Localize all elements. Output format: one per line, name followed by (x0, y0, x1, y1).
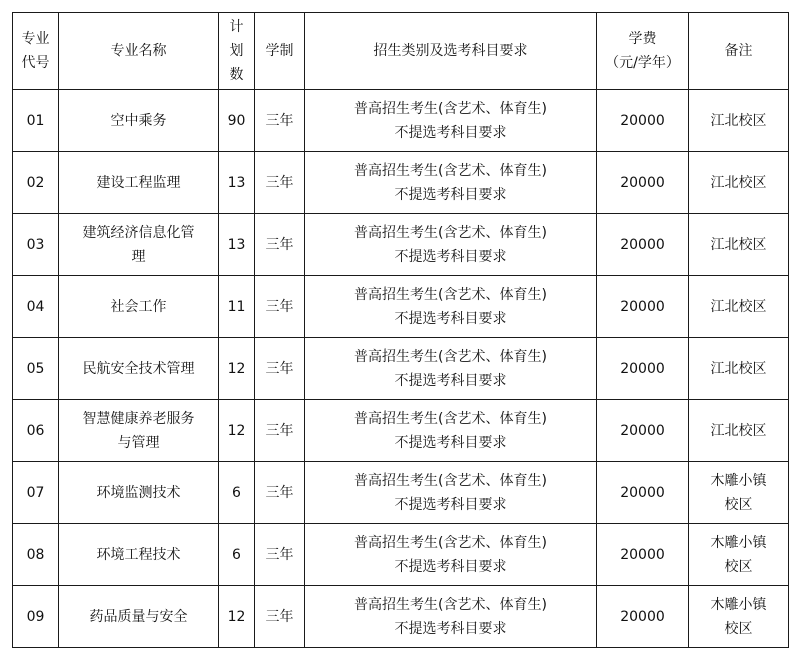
header-note (689, 13, 789, 90)
cell-name (59, 524, 219, 586)
cell-category-line: 普高招生考生(含艺术、体育生) (354, 100, 547, 117)
cell-category-line: 不提选考科目要求 (394, 558, 507, 575)
header-code (13, 13, 59, 90)
table-row (13, 276, 789, 338)
cell-fee: 20000 (597, 152, 689, 214)
cell-category-line: 不提选考科目要求 (394, 496, 507, 513)
table-row (13, 152, 789, 214)
cell-name-line: 建筑经济信息化管 (82, 224, 195, 241)
cell-category-line: 普高招生考生(含艺术、体育生) (354, 596, 547, 613)
cell-category (305, 276, 597, 338)
cell-name (59, 338, 219, 400)
cell-note (689, 400, 789, 462)
cell-plan: 6 (219, 524, 255, 586)
table-row (13, 338, 789, 400)
header-fee-line-2: （元/学年） (605, 55, 680, 71)
cell-code: 09 (13, 586, 59, 648)
cell-name-line: 与管理 (117, 434, 160, 451)
cell-duration: 三年 (255, 214, 305, 276)
cell-category (305, 400, 597, 462)
cell-name-line: 社会工作 (110, 298, 167, 315)
header-plan-line-1: 计划 (229, 19, 244, 59)
cell-category (305, 90, 597, 152)
cell-category-line: 不提选考科目要求 (394, 434, 507, 451)
cell-category-line: 不提选考科目要求 (394, 310, 507, 327)
cell-code: 05 (13, 338, 59, 400)
cell-plan: 12 (219, 400, 255, 462)
cell-plan: 11 (219, 276, 255, 338)
cell-note (689, 90, 789, 152)
cell-name-line: 药品质量与安全 (89, 608, 188, 625)
cell-code: 01 (13, 90, 59, 152)
header-fee-line-1: 学费 (628, 31, 657, 47)
cell-duration: 三年 (255, 400, 305, 462)
cell-category-line: 不提选考科目要求 (394, 620, 507, 637)
cell-name (59, 90, 219, 152)
header-duration-line-1: 学制 (265, 43, 294, 59)
cell-category (305, 338, 597, 400)
cell-name-line: 民航安全技术管理 (82, 360, 195, 377)
table-header-row (13, 13, 789, 90)
cell-duration: 三年 (255, 462, 305, 524)
enrollment-plan-table-container (12, 12, 789, 648)
cell-note-line: 江北校区 (710, 174, 767, 191)
cell-note (689, 524, 789, 586)
header-code-line-2: 代号 (21, 55, 50, 71)
cell-note (689, 276, 789, 338)
table-row (13, 90, 789, 152)
cell-fee: 20000 (597, 586, 689, 648)
cell-category (305, 214, 597, 276)
cell-name-line: 环境监测技术 (96, 484, 181, 501)
cell-code: 06 (13, 400, 59, 462)
cell-fee: 20000 (597, 524, 689, 586)
cell-name (59, 586, 219, 648)
cell-name-line: 环境工程技术 (96, 546, 181, 563)
cell-fee: 20000 (597, 276, 689, 338)
header-code-line-1: 专业 (21, 31, 50, 47)
cell-fee: 20000 (597, 338, 689, 400)
cell-category (305, 586, 597, 648)
cell-name (59, 400, 219, 462)
header-category-line-1: 招生类别及选考科目要求 (373, 43, 528, 59)
cell-fee: 20000 (597, 214, 689, 276)
table-body (13, 90, 789, 648)
cell-note-line: 江北校区 (710, 422, 767, 439)
cell-name (59, 214, 219, 276)
cell-category-line: 不提选考科目要求 (394, 372, 507, 389)
cell-note (689, 338, 789, 400)
cell-plan: 13 (219, 152, 255, 214)
table-row (13, 400, 789, 462)
cell-note-line: 江北校区 (710, 236, 767, 253)
header-note-line-1: 备注 (724, 43, 753, 59)
cell-code: 07 (13, 462, 59, 524)
cell-note (689, 462, 789, 524)
header-name (59, 13, 219, 90)
enrollment-plan-table (12, 12, 789, 648)
table-row (13, 214, 789, 276)
cell-category-line: 普高招生考生(含艺术、体育生) (354, 410, 547, 427)
cell-duration: 三年 (255, 152, 305, 214)
cell-duration: 三年 (255, 90, 305, 152)
cell-category (305, 524, 597, 586)
cell-name (59, 462, 219, 524)
cell-code: 08 (13, 524, 59, 586)
cell-category-line: 普高招生考生(含艺术、体育生) (354, 472, 547, 489)
cell-category-line: 普高招生考生(含艺术、体育生) (354, 348, 547, 365)
table-row (13, 524, 789, 586)
cell-note (689, 586, 789, 648)
cell-plan: 12 (219, 338, 255, 400)
cell-duration: 三年 (255, 586, 305, 648)
cell-plan: 90 (219, 90, 255, 152)
header-plan (219, 13, 255, 90)
cell-category-line: 普高招生考生(含艺术、体育生) (354, 224, 547, 241)
header-name-line-1: 专业名称 (110, 43, 167, 59)
cell-name-line: 空中乘务 (110, 112, 167, 129)
cell-code: 02 (13, 152, 59, 214)
table-row (13, 586, 789, 648)
cell-note-line: 江北校区 (710, 360, 767, 377)
cell-fee: 20000 (597, 90, 689, 152)
cell-plan: 12 (219, 586, 255, 648)
cell-category-line: 不提选考科目要求 (394, 248, 507, 265)
cell-category-line: 不提选考科目要求 (394, 124, 507, 141)
cell-plan: 6 (219, 462, 255, 524)
header-fee (597, 13, 689, 90)
header-duration (255, 13, 305, 90)
cell-plan: 13 (219, 214, 255, 276)
cell-category-line: 普高招生考生(含艺术、体育生) (354, 534, 547, 551)
cell-code: 04 (13, 276, 59, 338)
table-row (13, 462, 789, 524)
cell-duration: 三年 (255, 276, 305, 338)
cell-category-line: 普高招生考生(含艺术、体育生) (354, 162, 547, 179)
cell-note-line: 木雕小镇 (710, 534, 767, 551)
cell-name-line: 理 (131, 248, 146, 265)
header-plan-line-2: 数 (229, 67, 244, 83)
cell-note-line: 木雕小镇 (710, 472, 767, 489)
header-category (305, 13, 597, 90)
cell-name (59, 276, 219, 338)
cell-note-line: 江北校区 (710, 298, 767, 315)
cell-category-line: 不提选考科目要求 (394, 186, 507, 203)
cell-note-line: 校区 (724, 496, 753, 513)
cell-name-line: 智慧健康养老服务 (82, 410, 195, 427)
cell-duration: 三年 (255, 338, 305, 400)
cell-name-line: 建设工程监理 (96, 174, 181, 191)
cell-fee: 20000 (597, 400, 689, 462)
cell-note (689, 152, 789, 214)
cell-duration: 三年 (255, 524, 305, 586)
cell-note-line: 校区 (724, 558, 753, 575)
cell-category (305, 462, 597, 524)
cell-category (305, 152, 597, 214)
cell-fee: 20000 (597, 462, 689, 524)
cell-name (59, 152, 219, 214)
cell-code: 03 (13, 214, 59, 276)
cell-note-line: 木雕小镇 (710, 596, 767, 613)
cell-note-line: 校区 (724, 620, 753, 637)
cell-note-line: 江北校区 (710, 112, 767, 129)
cell-note (689, 214, 789, 276)
cell-category-line: 普高招生考生(含艺术、体育生) (354, 286, 547, 303)
